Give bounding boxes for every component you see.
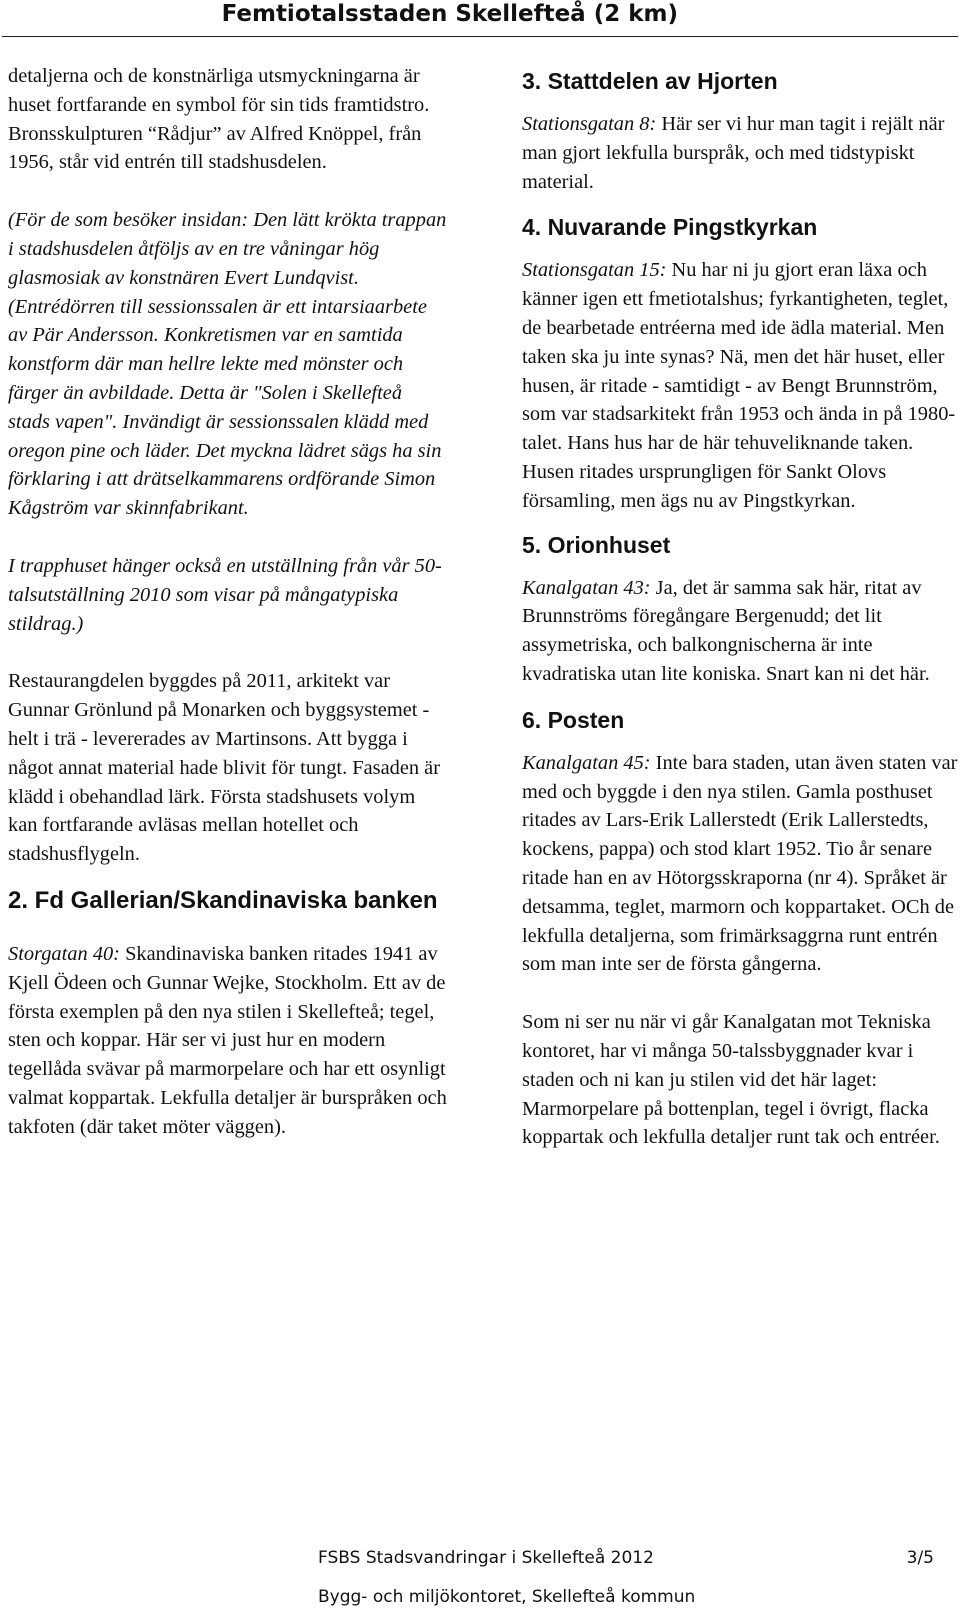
- footer-page-number: 3/5: [906, 1548, 934, 1568]
- section-2-paragraph: [8, 940, 448, 1142]
- footer-org: FSBS Stadsvandringar i Skellefteå 2012: [318, 1548, 654, 1568]
- section-4-address: Stationsgatan 15:: [522, 259, 667, 282]
- section-2-text: Skandinaviska banken ritades 1941 av Kjell Ödeen och Gunnar Wejke, Stockholm. Ett av de första exemplen på den nya stilen i Skellefteå; tegel, sten och koppar. Här ser vi just hur en modern tegellåda svävar på marmorpelare och har ett osynligt valmat koppartak. Lekfulla detaljer är burspråken och takfoten (där taket möter väggen).: [8, 942, 447, 1138]
- restaurant-paragraph: Restaurangdelen byggdes på 2011, arkitekt var Gunnar Grönlund på Monarken och byggsystemet - helt i trä - levererades av Martinsons. Att bygga i något annat material hade blivit för tungt. Fasaden är klädd i obehandlad lärk. Första stadshusets volym kan fortfarande avläsas mellan hotellet och stadshusflygeln.: [8, 670, 441, 866]
- section-5-address: Kanalgatan 43:: [522, 576, 651, 599]
- section-4-heading: 4. Nuvarande Pingstkyrkan: [522, 214, 818, 241]
- exhibition-note-paragraph: I trapphuset hänger också en utställning från vår 50-talsutställning 2010 som visar på mångatypiska stildrag.): [8, 554, 442, 635]
- inside-note-paragraph: (För de som besöker insidan: Den lätt krökta trappan i stadshusdelen åtföljs av en tre våningar hög glasmosiak av konstnären Evert Lundqvist. (Entrédörren till sessionssalen är ett intarsiaarbete av Pär Andersson. Konkretismen var en samtida konstform där man hellre lekte med mönster och färger än avbildade. Detta är "Solen i Skellefteå stads vapen". Invändigt är sessionssalen klädd med oregon pine och läder. Det myckna lädret sägs ha sin förklaring i att drätselkammarens ordförande Simon Kågström var skinnfabrikant.: [8, 209, 447, 520]
- section-6-paragraph: [522, 749, 958, 979]
- section-5-heading: 5. Orionhuset: [522, 531, 671, 558]
- intro-tail-paragraph: detaljerna och de konstnärliga utsmyckningarna är huset fortfarande en symbol för sin tids framtidstro. Bronsskulpturen “Rådjur” av Alfred Knöppel, från 1956, står vid entrén till stadshusdelen.: [8, 65, 430, 174]
- section-3-address: Stationsgatan 8:: [522, 113, 657, 135]
- left-column: [8, 62, 448, 1142]
- section-6-heading: 6. Posten: [522, 706, 625, 733]
- section-2-heading: 2. Fd Gallerian/Skandinaviska banken: [8, 886, 438, 914]
- page-header-title: Femtiotalsstaden Skellefteå (2 km): [221, 1, 678, 27]
- section-5-paragraph: [522, 574, 958, 689]
- right-column: [522, 66, 958, 1152]
- section-2-address: Storgatan 40:: [8, 942, 120, 965]
- section-3-heading: 3. Stattdelen av Hjorten: [522, 68, 778, 94]
- section-3-paragraph: [522, 110, 958, 196]
- section-4-text: Nu har ni ju gjort eran läxa och känner igen ett fmetiotalshus; fyrkantigheten, teglet, de bearbetade entréerna med ide ädla material. Men taken ska ju inte synas? Nä, men det här huset, eller husen, är ritade - samtidigt - av Bengt Brunnström, som var stadsarkitekt från 1953 och ända in på 1980-talet. Hans hus har de här tehuveliknande taken. Husen ritades ursprungligen för Sankt Olovs församling, men ägs nu av Pingstkyrkan.: [522, 259, 956, 512]
- header-divider: [2, 36, 958, 37]
- section-4-paragraph: [522, 256, 958, 515]
- closing-paragraph: Som ni ser nu när vi går Kanalgatan mot Tekniska kontoret, har vi många 50-talssbyggnader kvar i staden och ni kan ju stilen vid det här laget: Marmorpelare på bottenplan, tegel i övrigt, flacka koppartak och lekfulla detaljer runt tak och entréer.: [522, 1011, 940, 1149]
- footer-department: Bygg- och miljökontoret, Skellefteå kommun: [318, 1587, 696, 1607]
- section-6-address: Kanalgatan 45:: [522, 751, 651, 774]
- section-5-text: Ja, det är samma sak här, ritat av Brunnströms föregångare Bergenudd; det lit assymetriska, och balkongnischerna är inte kvadratiska utan lite koniska. Snart kan ni det här.: [522, 576, 930, 685]
- section-6-text: Inte bara staden, utan även staten var med och byggde i den nya stilen. Gamla posthuset ritades av Lars-Erik Lallerstedt (Erik Lallerstedts, kockens, pappa) och stod klart 1952. Tio år senare ritade han en av Hötorgsskraporna (nr 4). Språket är detsamma, teglet, marmorn och koppartaket. OCh de lekfulla detaljerna, som frimärksaggrna runt entrén som man inte ser de första gångerna.: [522, 751, 958, 976]
- section-3-text: Här ser vi hur man tagit i rejält när man gjort lekfulla burspråk, och med tidstypiskt material.: [522, 113, 945, 193]
